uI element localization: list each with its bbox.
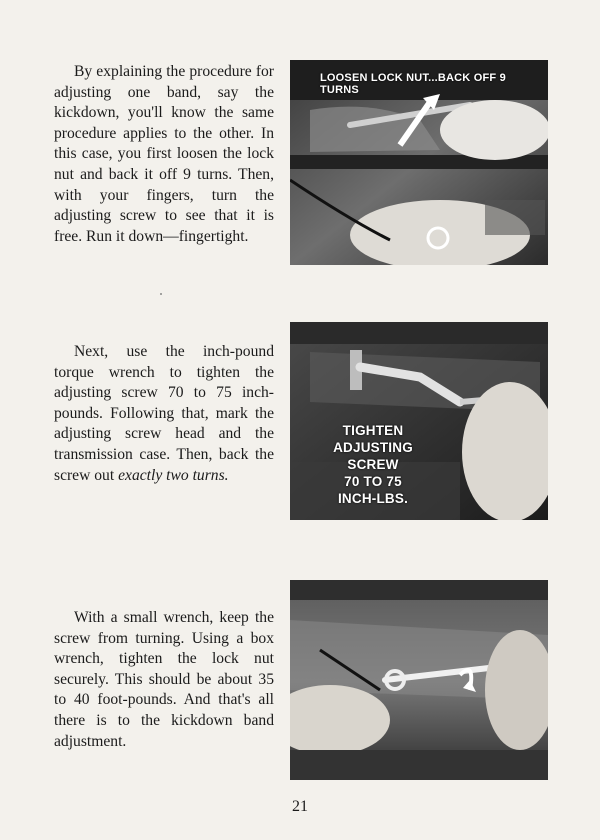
paragraph-tighten-text: Next, use the inch-pound torque wrench to tighten the adjusting screw 70 to 75 inch-pounds. Following that, mark the adjusting screw head and the transmission case. Then, back the screw out bbox=[54, 343, 274, 484]
caption-line-3: 70 TO 75 bbox=[344, 474, 402, 489]
caption-line-4: INCH-LBS. bbox=[337, 491, 409, 506]
photo-caption-tighten bbox=[308, 422, 438, 507]
photo-tighten-lock-nut bbox=[290, 580, 548, 780]
paragraph-tighten-lock-nut: With a small wrench, keep the screw from turning. Using a box wrench, tighten the lock nut securely. This should be about 35 to 40 foot-pounds. And that's all there is to the kickdown band adjustment. bbox=[54, 609, 274, 750]
paragraph-tighten-adjusting-screw bbox=[54, 342, 274, 486]
photo-caption-loosen-lock-nut: LOOSEN LOCK NUT...BACK OFF 9 TURNS bbox=[320, 72, 506, 96]
page-number: 21 bbox=[292, 798, 308, 815]
caption-line-2: ADJUSTING SCREW bbox=[333, 440, 413, 472]
photo-tighten-lock-nut-image bbox=[290, 580, 548, 780]
photo-tighten-adjusting-screw bbox=[290, 322, 548, 520]
speck bbox=[160, 293, 162, 295]
photo-loosen-lock-nut bbox=[290, 60, 548, 265]
caption-line-1: TIGHTEN bbox=[342, 423, 404, 438]
paragraph-loosen-lock-nut: By explaining the procedure for adjusting one band, say the kickdown, you'll know the same procedure applies to the other. In this case, you first loosen the lock nut and back it off 9 turns. Then, with your fingers, turn the adjusting screw to see that it is free. Run it down—fingertight. bbox=[54, 63, 274, 245]
paragraph-tighten-emphasis: exactly two turns. bbox=[118, 466, 229, 484]
